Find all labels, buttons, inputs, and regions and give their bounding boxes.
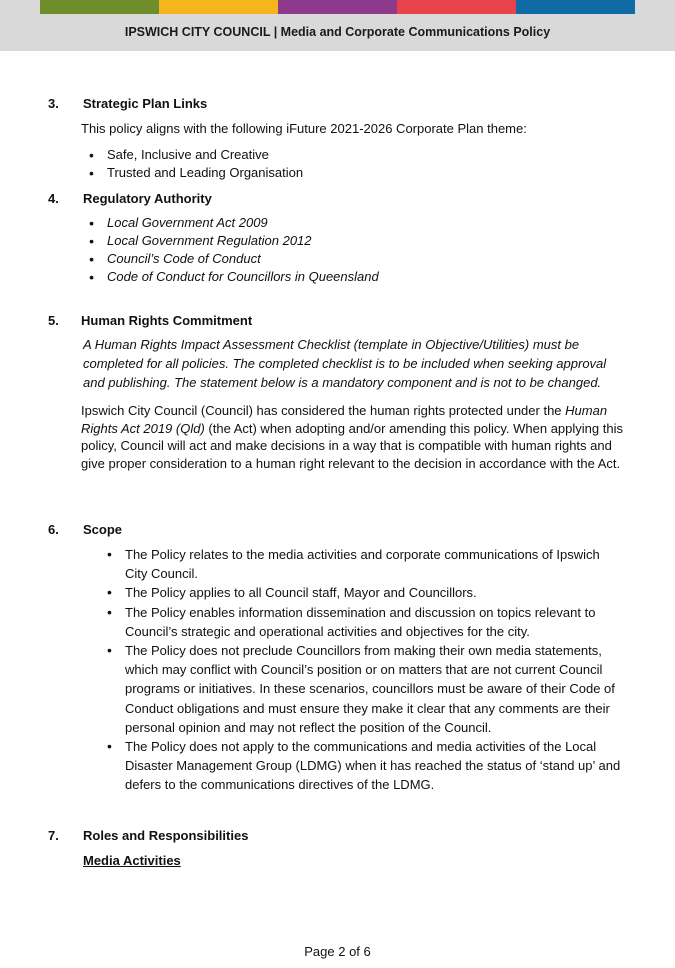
list-item: • Local Government Act 2009 xyxy=(85,214,625,232)
color-segment xyxy=(159,0,278,14)
list-item: • The Policy relates to the media activities and corporate communications of Ipswich City Council. xyxy=(103,545,625,583)
section-5-number: 5. xyxy=(48,313,59,328)
statement-text: (the Act) when adopting and/or amending this policy. When applying this policy, Council will act and make decisions in a way that is compatible with human rights and give proper consideration to a human right relevant to the decision in accordance with the Act. xyxy=(81,420,623,471)
color-segment xyxy=(278,0,397,14)
list-item: • The Policy applies to all Council staff, Mayor and Councillors. xyxy=(103,583,625,602)
human-rights-statement xyxy=(81,402,626,472)
list-item: • The Policy does not apply to the communications and media activities of the Local Disaster Management Group (LDMG) when it has reached the status of ‘stand up’ and defers to the communications directives of the LDMG. xyxy=(103,737,625,795)
color-segment xyxy=(397,0,516,14)
header-color-bar xyxy=(40,0,635,14)
section-7-number: 7. xyxy=(48,828,59,843)
section-3-number: 3. xyxy=(48,96,59,111)
statement-text: Ipswich City Council (Council) has considered the human rights protected under the xyxy=(81,403,566,418)
section-3-title: Strategic Plan Links xyxy=(83,96,208,111)
list-item: • Safe, Inclusive and Creative xyxy=(85,146,625,164)
section-6-title: Scope xyxy=(83,522,123,537)
list-item: • The Policy does not preclude Councillors from making their own media statements, which may conflict with Council’s position or on matters that are not current Council programs or initiatives. In these scenarios, councillors must be aware of their Code of Conduct obligations and must ensure they make it clear that any comments are their personal opinion and may not reflect the position of the Council. xyxy=(103,641,625,737)
act-title: Human Rights Act 2019 (Qld) xyxy=(81,403,608,436)
section-7-title: Roles and Responsibilities xyxy=(83,828,249,843)
list-item: • Local Government Regulation 2012 xyxy=(85,232,625,250)
color-segment xyxy=(516,0,635,14)
section-4-title: Regulatory Authority xyxy=(83,191,212,206)
section-6-list xyxy=(103,545,625,795)
page-header xyxy=(0,0,675,51)
section-5-title: Human Rights Commitment xyxy=(81,313,253,328)
section-4-list xyxy=(85,214,625,286)
human-rights-note: A Human Rights Impact Assessment Checklist (template in Objective/Utilities) must be completed for all policies. The completed checklist is to be included when seeking approval and publishing. The statement below is a mandatory component and is not to be changed. xyxy=(83,337,607,390)
list-item: • Council’s Code of Conduct xyxy=(85,250,625,268)
list-item: • Code of Conduct for Councillors in Queensland xyxy=(85,268,625,286)
section-3-intro: This policy aligns with the following iFuture 2021-2026 Corporate Plan theme: xyxy=(81,121,527,136)
media-activities-subheading: Media Activities xyxy=(83,853,181,868)
list-item: • Trusted and Leading Organisation xyxy=(85,164,625,182)
page-number: Page 2 of 6 xyxy=(304,944,371,959)
header-title: IPSWICH CITY COUNCIL | Media and Corporate Communications Policy xyxy=(124,25,551,39)
list-item: • The Policy enables information dissemination and discussion on topics relevant to Council’s strategic and operational activities and objectives for the city. xyxy=(103,603,625,641)
section-3-list xyxy=(85,146,625,182)
section-4-number: 4. xyxy=(48,191,59,206)
color-segment xyxy=(40,0,159,14)
section-6-number: 6. xyxy=(48,522,59,537)
